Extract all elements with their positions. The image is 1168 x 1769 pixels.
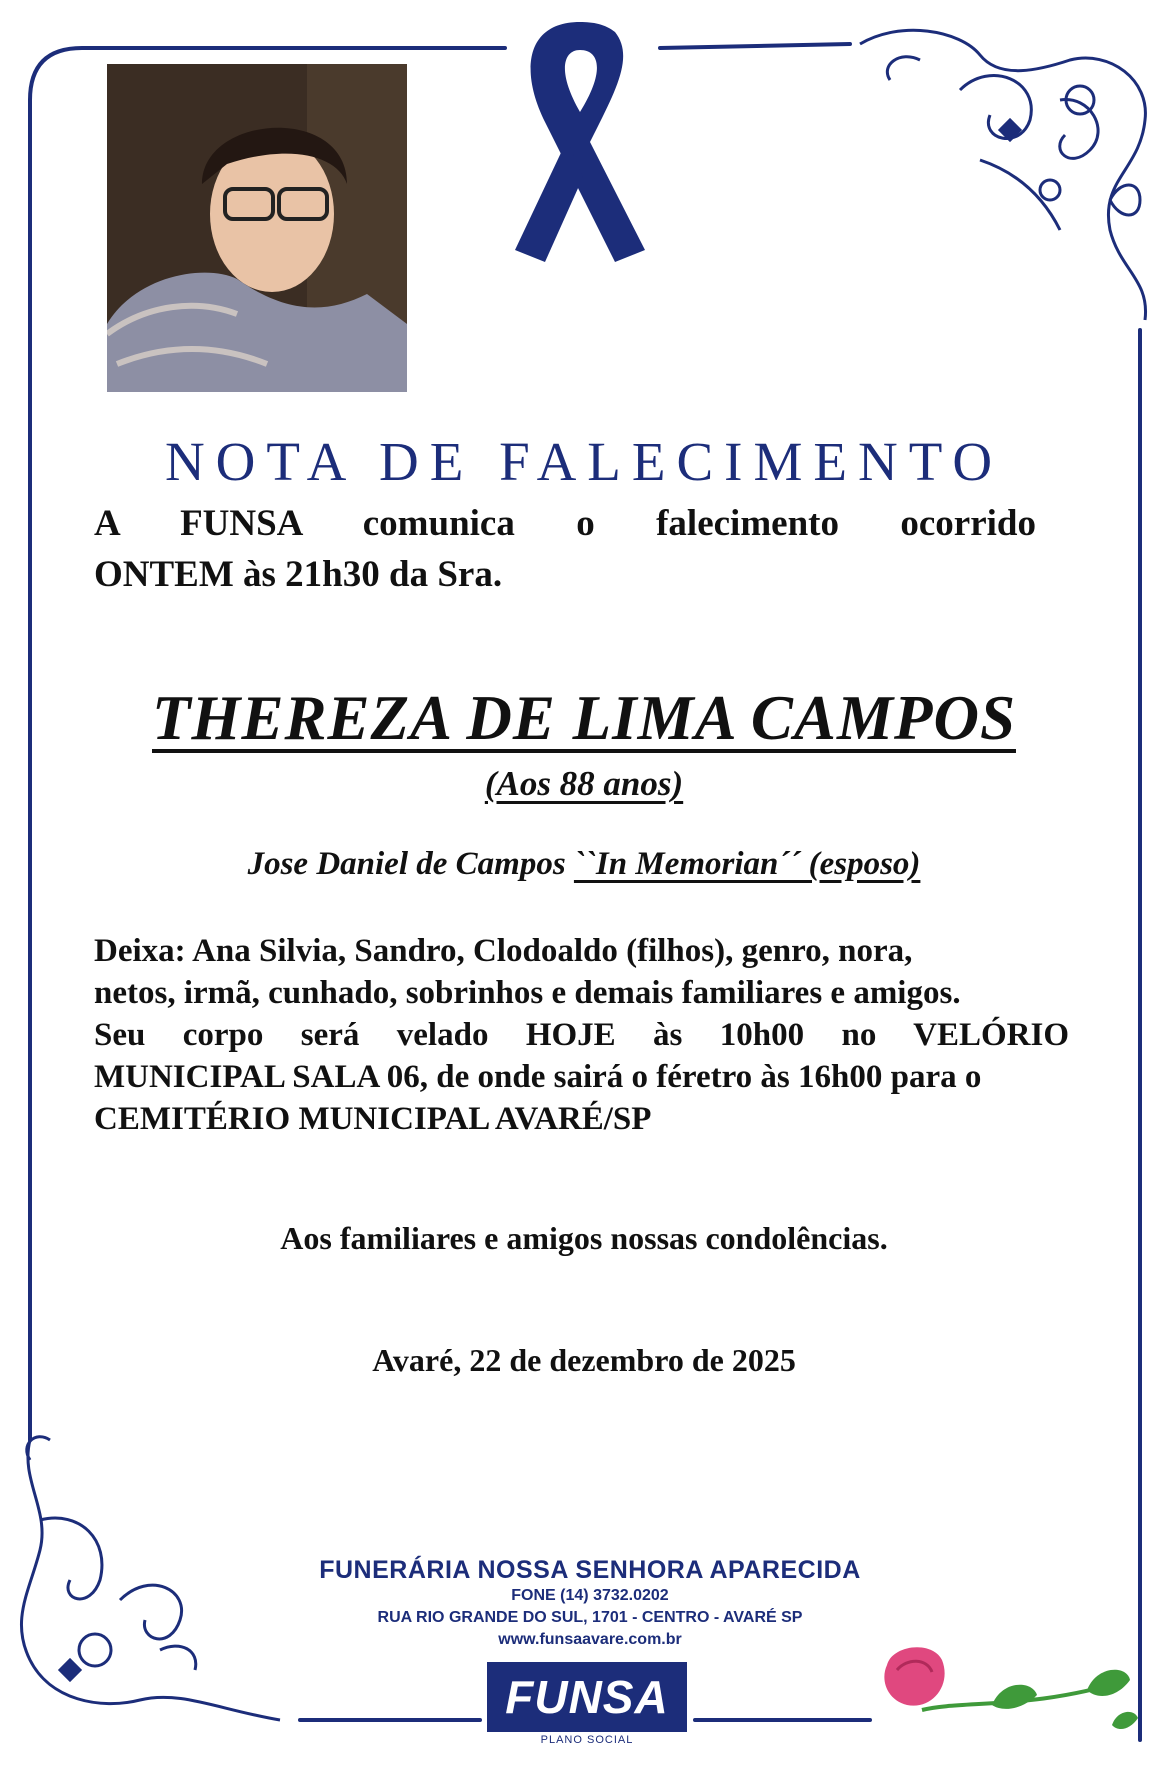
company-address: RUA RIO GRANDE DO SUL, 1701 - CENTRO - AVARÉ SP: [377, 1609, 803, 1626]
body-line: CEMITÉRIO MUNICIPAL AVARÉ/SP: [94, 1101, 652, 1137]
company-website[interactable]: www.funsaavare.com.br: [498, 1631, 682, 1648]
rose-icon: [872, 1640, 1142, 1740]
deceased-portrait-photo: [107, 64, 407, 392]
mourning-ribbon-icon: [505, 12, 655, 274]
body-line: Seu corpo será velado HOJE às 10h00 no VELÓRIO: [94, 1017, 1069, 1053]
intro-line: ONTEM às 21h30 da Sra.: [94, 554, 503, 595]
company-info: [290, 1556, 890, 1651]
deceased-name: THEREZA DE LIMA CAMPOS: [152, 683, 1016, 753]
deceased-age: (Aos 88 anos): [484, 764, 684, 803]
spouse-note: ``In Memorian´´ (esposo): [573, 846, 921, 882]
body-line: Deixa: Ana Silvia, Sandro, Clodoaldo (filhos), genro, nora,: [94, 933, 913, 969]
logo-text: FUNSA: [487, 1662, 687, 1732]
logo-subtitle: PLANO SOCIAL: [540, 1734, 634, 1746]
spouse-line: [60, 846, 1108, 883]
floral-corner-ornament-icon: [860, 30, 1146, 320]
company-name: FUNERÁRIA NOSSA SENHORA APARECIDA: [319, 1556, 861, 1584]
intro-line: A FUNSA comunica o falecimento ocorrido: [94, 503, 1036, 544]
body-line: MUNICIPAL SALA 06, de onde sairá o féretro às 16h00 para o: [94, 1059, 982, 1095]
spouse-name: Jose Daniel de Campos: [247, 846, 574, 882]
body-line: netos, irmã, cunhado, sobrinhos e demais familiares e amigos.: [94, 975, 961, 1011]
company-phone: FONE (14) 3732.0202: [511, 1587, 669, 1604]
funsa-logo: [487, 1662, 687, 1748]
notice-body: [94, 930, 1069, 1140]
page-title: NOTA DE FALECIMENTO: [164, 431, 1004, 492]
place-date: Avaré, 22 de dezembro de 2025: [372, 1342, 796, 1378]
condolences-text: Aos familiares e amigos nossas condolências.: [280, 1220, 888, 1256]
floral-corner-ornament-icon: [21, 1437, 280, 1720]
intro-text: [94, 498, 1036, 600]
